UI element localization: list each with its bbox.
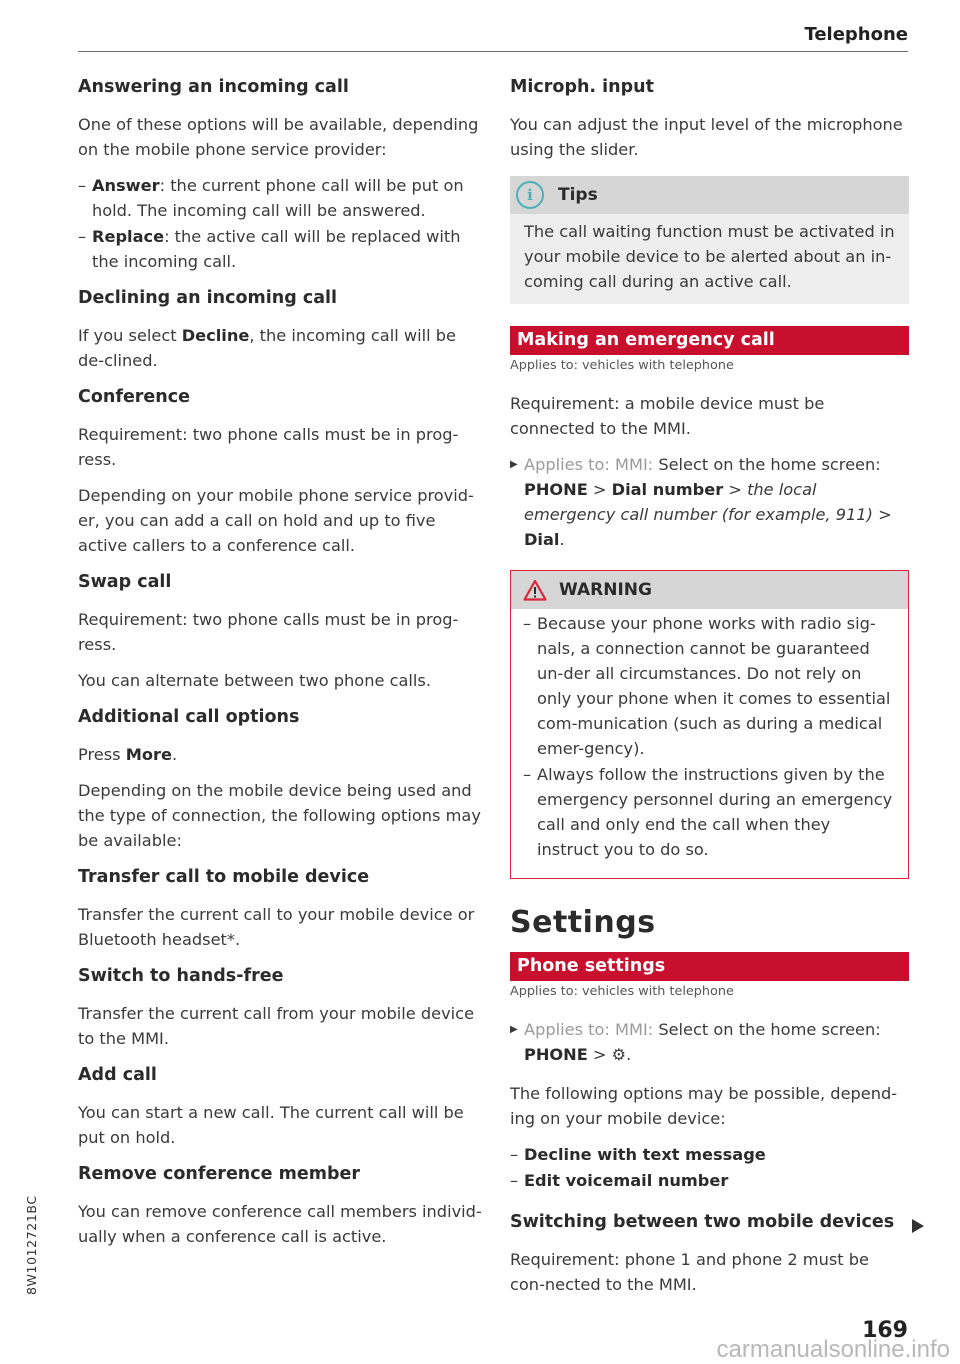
applies-to-note: Applies to: vehicles with telephone [510, 984, 734, 999]
list-item [510, 1142, 909, 1167]
list-item: – Always follow the instructions given by the emergency personnel during an emergency call and only end the call when they instruct you to do so. [523, 762, 894, 862]
text-span: > [872, 505, 892, 524]
swap-description: You can alternate between two phone calls. [78, 671, 431, 690]
tips-body [510, 214, 909, 304]
list-item [78, 224, 483, 274]
section-heading-remove: Remove conference member [78, 1164, 360, 1184]
text-span: If you select [78, 326, 182, 345]
warning-list [511, 609, 908, 867]
warning-box [510, 570, 909, 879]
text-span: > [587, 1045, 612, 1064]
section-heading-emergency: Making an emergency call [510, 326, 909, 355]
gear-icon: ⚙ [611, 1045, 627, 1064]
swap-requirement: Requirement: two phone calls must be in prog-ress. [78, 610, 459, 654]
step-applies: Applies to: MMI: [524, 455, 654, 474]
section-heading-swap: Swap call [78, 572, 172, 592]
local-number-term: the local emergency call number (for example, 911) [524, 480, 873, 524]
emergency-step [510, 452, 909, 552]
decline-term: Decline [181, 326, 250, 345]
declining-text [78, 323, 483, 373]
section-heading-addcall: Add call [78, 1065, 157, 1085]
settings-title: Settings [510, 905, 656, 940]
list-item-text: : the current phone call will be put on hold. The incoming call will be answered. [92, 176, 464, 220]
info-icon: i [516, 181, 544, 209]
tips-title: Tips [558, 185, 598, 205]
phone-term: PHONE [524, 480, 588, 499]
conference-requirement: Requirement: two phone calls must be in prog-ress. [78, 425, 459, 469]
warning-triangle-icon [523, 579, 547, 601]
section-heading-conference: Conference [78, 387, 191, 407]
answering-intro: One of these options will be available, depending on the mobile phone service provider: [78, 115, 479, 159]
warning-title: WARNING [559, 580, 652, 600]
more-term: More [125, 745, 172, 764]
list-item-term: Answer [92, 176, 160, 195]
switching-text: Requirement: phone 1 and phone 2 must be con-nected to the MMI. [510, 1250, 869, 1294]
text-span: . [626, 1045, 632, 1064]
tips-header [510, 176, 909, 214]
section-heading-additional: Additional call options [78, 707, 300, 727]
list-item: – Because your phone works with radio sig-nals, a connection cannot be guaranteed un-der all circumstances. Do not rely on only your phone when it comes to essential com-munication (such as during a medical emer-gency). [523, 611, 894, 761]
transfer-text: Transfer the current call to your mobile device or Bluetooth headset*. [78, 905, 475, 949]
dial-number-term: Dial number [611, 480, 724, 499]
text-span: > [723, 480, 748, 499]
text-span: , the incoming call will be de-clined. [78, 326, 456, 370]
settings-options-list [510, 1142, 909, 1193]
conference-description: Depending on your mobile phone service provid-er, you can add a call on hold and up to five active callers to a conference call. [78, 486, 474, 555]
list-item [510, 1168, 909, 1193]
tips-box [510, 176, 909, 304]
step-applies: Applies to: MMI: [524, 1020, 654, 1039]
dial-term: Dial [524, 530, 560, 549]
phone-term: PHONE [524, 1045, 588, 1064]
handsfree-text: Transfer the current call from your mobile device to the MMI. [78, 1004, 475, 1048]
list-item-term: Replace [92, 227, 165, 246]
step-arrow-icon: ▶ [510, 1024, 518, 1035]
warning-header [511, 571, 908, 609]
addcall-text: You can start a new call. The current call will be put on hold. [78, 1103, 464, 1147]
section-heading-transfer: Transfer call to mobile device [78, 867, 370, 887]
continue-arrow-icon [912, 1219, 924, 1233]
list-item [78, 173, 483, 223]
section-heading-answering: Answering an incoming call [78, 77, 349, 97]
tips-text: The call waiting function must be activated in your mobile device to be alerted about an in-coming call during an active call. [524, 222, 895, 291]
left-column [78, 74, 483, 1260]
text-span: > [587, 480, 612, 499]
option-term: Decline with text message [524, 1145, 766, 1164]
applies-to-note: Applies to: vehicles with telephone [510, 358, 734, 373]
page-header-title: Telephone [804, 24, 908, 45]
section-heading-phone-settings: Phone settings [510, 952, 909, 981]
text-span: . [171, 745, 178, 764]
text-span: . [559, 530, 565, 549]
watermark: carmanualsonline.info [716, 1336, 950, 1363]
settings-options-intro: The following options may be possible, depend-ing on your mobile device: [510, 1084, 898, 1128]
additional-description: Depending on the mobile device being used and the type of connection, the following options may be available: [78, 781, 481, 850]
right-column [510, 74, 909, 1308]
section-heading-declining: Declining an incoming call [78, 288, 338, 308]
text-span: Select on the home screen: [653, 1020, 881, 1039]
option-term: Edit voicemail number [524, 1171, 729, 1190]
additional-press-more [78, 742, 483, 767]
step-arrow-icon: ▶ [510, 459, 518, 470]
text-span: Select on the home screen: [653, 455, 881, 474]
section-heading-switching: Switching between two mobile devices [510, 1212, 895, 1232]
section-heading-microph: Microph. input [510, 77, 654, 97]
microph-text: You can adjust the input level of the microphone using the slider. [510, 115, 903, 159]
list-item-text: : the active call will be replaced with the incoming call. [92, 227, 461, 271]
answering-options-list [78, 173, 483, 274]
remove-text: You can remove conference call members individ-ually when a conference call is active. [78, 1202, 482, 1246]
section-heading-handsfree: Switch to hands-free [78, 966, 284, 986]
header-rule [78, 51, 908, 52]
emergency-requirement: Requirement: a mobile device must be connected to the MMI. [510, 394, 825, 438]
settings-step [510, 1017, 909, 1067]
document-code: 8W1012721BC [24, 1195, 39, 1295]
text-span: Press [78, 745, 126, 764]
page-number: 169 [862, 1318, 908, 1343]
